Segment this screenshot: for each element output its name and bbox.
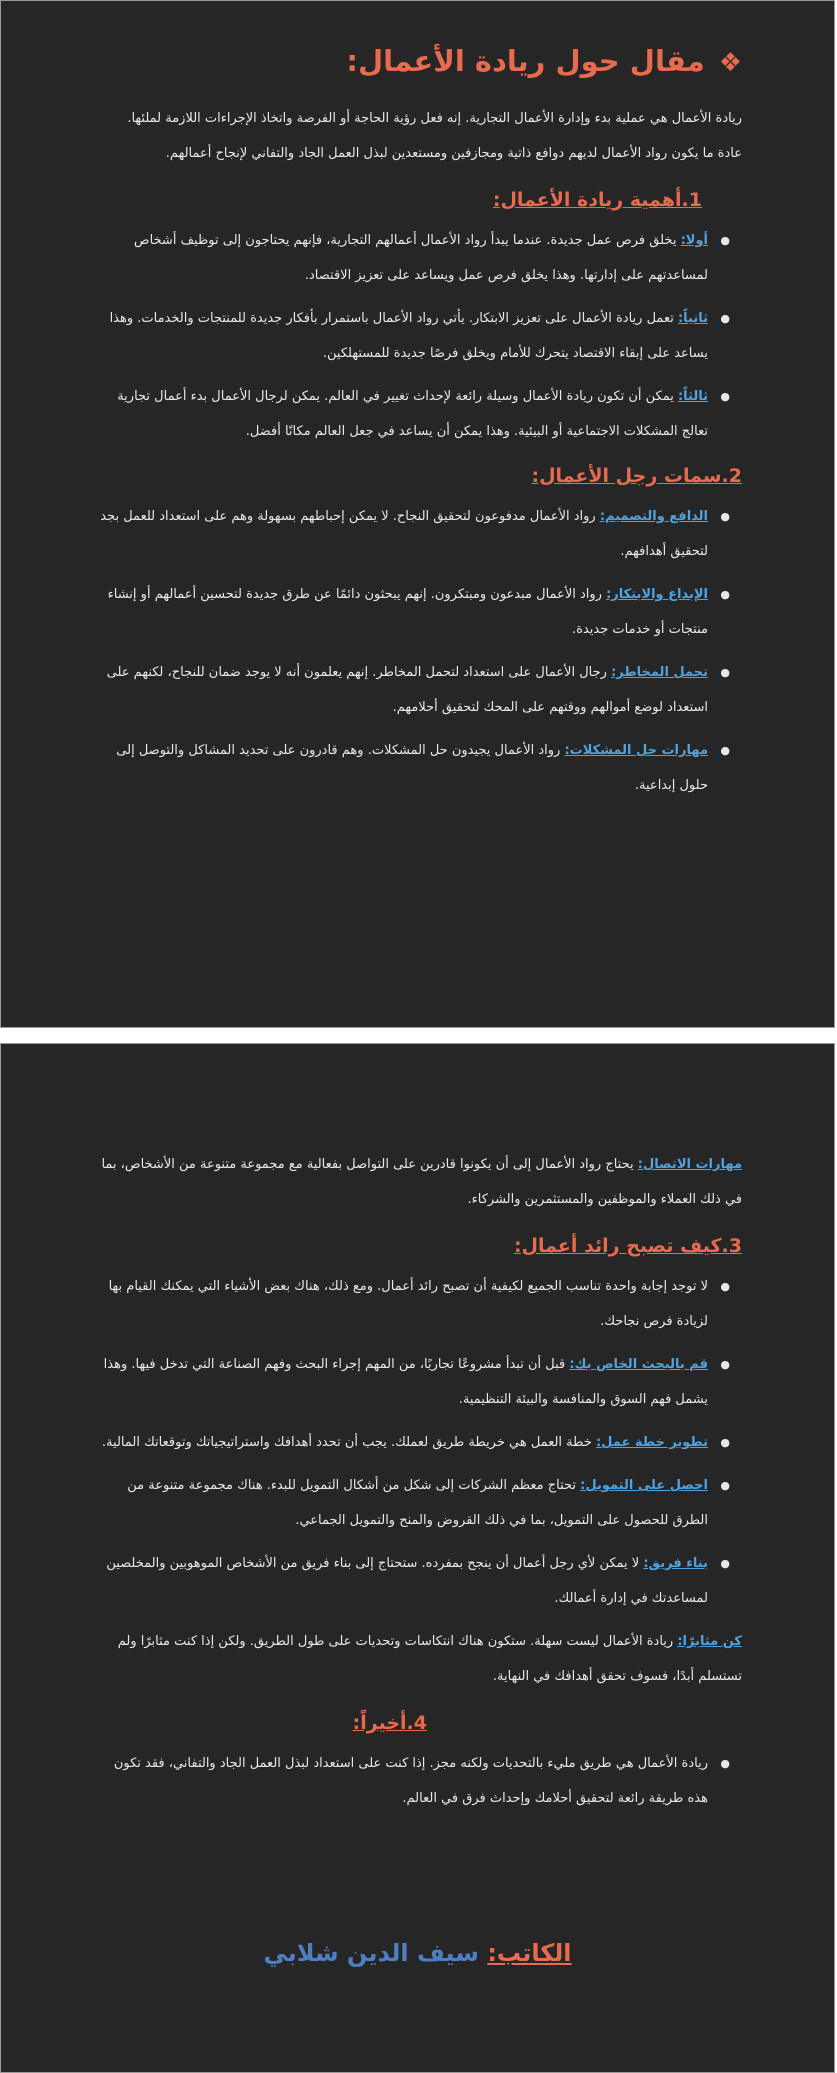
persistence-paragraph bbox=[99, 1624, 742, 1694]
paragraph-term: كن مثابرًا: bbox=[677, 1634, 742, 1649]
item-text: يمكن أن تكون ريادة الأعمال وسيلة رائعة لإحداث تغيير في العالم. يمكن لرجال الأعمال بدء أعمال تجارية تعالج المشكلات الاجتماعية أو البيئية. وهذا يمكن أن يساعد في جعل العالم مكانًا أفضل. bbox=[117, 389, 708, 439]
item-term: تطوير خطة عمل: bbox=[595, 1435, 708, 1450]
item-term: الإبداع والابتكار: bbox=[606, 587, 708, 602]
list-item bbox=[99, 301, 742, 371]
section-2-heading: 2.سمات رجل الأعمال: bbox=[531, 465, 742, 487]
list-item bbox=[99, 223, 742, 293]
section-2-list bbox=[99, 499, 742, 803]
item-text: تعمل ريادة الأعمال على تعزيز الابتكار. يأتي رواد الأعمال باستمرار بأفكار جديدة للمنتجات والخدمات. وهذا يساعد على إبقاء الاقتصاد يتحرك للأمام ويخلق فرصًا جديدة للمستهلكين. bbox=[109, 311, 708, 361]
bullet-icon: ● bbox=[720, 234, 730, 247]
bullet-icon: ● bbox=[720, 1757, 730, 1770]
author-name: سيف الدين شلابي bbox=[263, 1939, 488, 1967]
item-text: رواد الأعمال مدفوعون لتحقيق النجاح. لا يمكن إحباطهم بسهولة وهم على استعداد للعمل بجد لتحقيق أهدافهم. bbox=[100, 509, 708, 559]
page-2 bbox=[0, 1043, 835, 2073]
bullet-icon: ● bbox=[720, 744, 730, 757]
author-label: الكاتب: bbox=[487, 1939, 572, 1967]
list-item bbox=[99, 577, 742, 647]
item-term: ثانياً: bbox=[677, 311, 708, 326]
item-text: رجال الأعمال على استعداد لتحمل المخاطر. إنهم يعلمون أنه لا يوجد ضمان للنجاح، لكنهم على استعداد لوضع أموالهم ووقتهم على المحك لتحقيق أحلامهم. bbox=[106, 665, 708, 715]
item-term: ثالثاً: bbox=[677, 389, 708, 404]
item-term: أولا: bbox=[680, 233, 708, 248]
item-text: رواد الأعمال مبدعون ومبتكرون. إنهم يبحثون دائمًا عن طرق جديدة لتحسين أعمالهم أو إنشاء منتجات أو خدمات جديدة. bbox=[107, 587, 708, 637]
intro-paragraph: ريادة الأعمال هي عملية بدء وإدارة الأعمال التجارية. إنه فعل رؤية الحاجة أو الفرصة واتخاذ الإجراءات اللازمة لملئها. عادة ما يكون رواد الأعمال لديهم دوافع ذاتية ومجازفين ومستعدين لبذل العمل الجاد والتفاني لإنجاح أعمالهم. bbox=[127, 111, 742, 161]
paragraph-text: يحتاج رواد الأعمال إلى أن يكونوا قادرين على التواصل بفعالية مع مجموعة متنوعة من الأشخاص، بما في ذلك العملاء والموظفين والمستثمرين والشركاء. bbox=[101, 1157, 742, 1207]
list-item bbox=[99, 1347, 742, 1417]
item-term: تحمل المخاطر: bbox=[611, 665, 708, 680]
item-text: لا توجد إجابة واحدة تناسب الجميع لكيفية أن تصبح رائد أعمال. ومع ذلك، هناك بعض الأشياء التي يمكنك القيام بها لزيادة فرص نجاحك. bbox=[108, 1279, 708, 1329]
bullet-icon: ● bbox=[720, 1436, 730, 1449]
paragraph-term: مهارات الاتصال: bbox=[637, 1157, 742, 1172]
list-item bbox=[99, 499, 742, 569]
bullet-icon: ● bbox=[720, 1479, 730, 1492]
bullet-icon: ● bbox=[720, 666, 730, 679]
section-3-heading: 3.كيف تصبح رائد أعمال: bbox=[513, 1235, 742, 1257]
bullet-icon: ● bbox=[720, 510, 730, 523]
item-text: خطة العمل هي خريطة طريق لعملك. يجب أن تحدد أهدافك واستراتيجياتك وتوقعاتك المالية. bbox=[101, 1435, 596, 1450]
list-item bbox=[99, 1468, 742, 1538]
author-line bbox=[1, 1939, 834, 1967]
section-3-list bbox=[99, 1269, 742, 1616]
article-title bbox=[99, 31, 742, 93]
paragraph-text: ريادة الأعمال ليست سهلة. ستكون هناك انتكاسات وتحديات على طول الطريق. ولكن إذا كنت مثابرًا ولم تستسلم أبدًا، فسوف تحقق أهدافك في النهاية. bbox=[117, 1634, 742, 1684]
bullet-icon: ● bbox=[720, 312, 730, 325]
section-1-list bbox=[99, 223, 742, 449]
item-term: بناء فريق: bbox=[643, 1556, 708, 1571]
page-2-content bbox=[99, 1147, 742, 1824]
diamond-bullet-icon: ❖ bbox=[718, 48, 742, 78]
list-item bbox=[99, 1269, 742, 1339]
page-1 bbox=[0, 0, 835, 1028]
item-term: قم بالبحث الخاص بك: bbox=[569, 1357, 708, 1372]
item-text: يخلق فرص عمل جديدة. عندما يبدأ رواد الأعمال أعمالهم التجارية، فإنهم يحتاجون إلى توظيف أشخاص لمساعدتهم على إدارتها. وهذا يخلق فرص عمل ويساعد على تعزيز الاقتصاد. bbox=[133, 233, 708, 283]
bullet-icon: ● bbox=[720, 1280, 730, 1293]
bullet-icon: ● bbox=[720, 588, 730, 601]
item-term: مهارات حل المشكلات: bbox=[564, 743, 708, 758]
item-text: رواد الأعمال يجيدون حل المشكلات. وهم قادرون على تحديد المشاكل والتوصل إلى حلول إبداعية. bbox=[116, 743, 708, 793]
section-4-list bbox=[99, 1746, 742, 1816]
item-term: احصل على التمويل: bbox=[580, 1478, 708, 1493]
list-item bbox=[99, 1546, 742, 1616]
list-item bbox=[99, 1746, 742, 1816]
item-text: قبل أن تبدأ مشروعًا تجاريًا، من المهم إجراء البحث وفهم الصناعة التي تدخل فيها. وهذا يشمل فهم السوق والمنافسة والبيئة التنظيمية. bbox=[103, 1357, 708, 1407]
list-item bbox=[99, 1425, 742, 1460]
section-1-heading: 1.أهمية ريادة الأعمال: bbox=[492, 189, 702, 211]
bullet-icon: ● bbox=[720, 1358, 730, 1371]
list-item bbox=[99, 379, 742, 449]
bullet-icon: ● bbox=[720, 1557, 730, 1570]
item-text: لا يمكن لأي رجل أعمال أن ينجح بمفرده. ستحتاج إلى بناء فريق من الأشخاص الموهوبين والمخلصين لمساعدتك في إدارة أعمالك. bbox=[106, 1556, 708, 1606]
section-4-heading: 4.أخيراً: bbox=[352, 1712, 427, 1734]
bullet-icon: ● bbox=[720, 390, 730, 403]
page-1-content bbox=[99, 31, 742, 811]
communication-paragraph bbox=[99, 1147, 742, 1217]
article-title-text: مقال حول ريادة الأعمال: bbox=[346, 44, 705, 78]
list-item bbox=[99, 655, 742, 725]
item-text: ريادة الأعمال هي طريق مليء بالتحديات ولكنه مجز. إذا كنت على استعداد لبذل العمل الجاد والتفاني، فقد تكون هذه طريقة رائعة لتحقيق أحلامك وإحداث فرق في العالم. bbox=[113, 1756, 708, 1806]
item-term: الدافع والتصميم: bbox=[599, 509, 708, 524]
item-text: تحتاج معظم الشركات إلى شكل من أشكال التمويل للبدء. هناك مجموعة متنوعة من الطرق للحصول على التمويل، بما في ذلك القروض والمنح والتمويل الجماعي. bbox=[127, 1478, 708, 1528]
list-item bbox=[99, 733, 742, 803]
